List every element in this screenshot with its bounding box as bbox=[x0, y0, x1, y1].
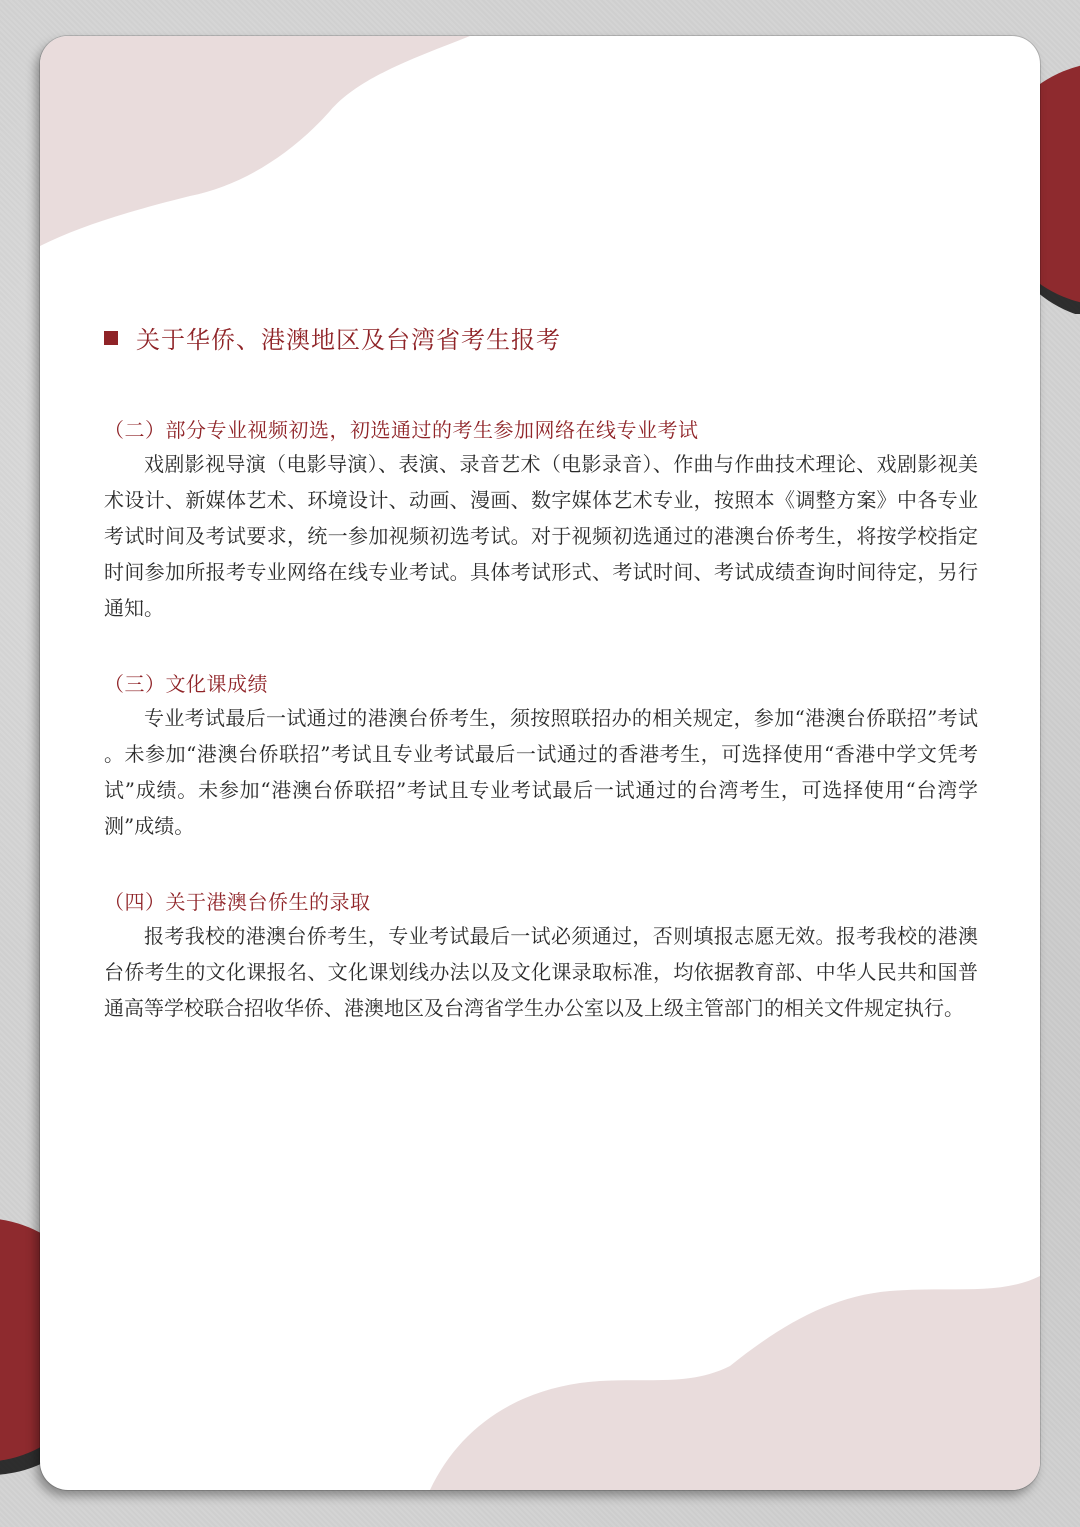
subsection-body-2: 戏剧影视导演（电影导演）、表演、录音艺术（电影录音）、作曲与作曲技术理论、戏剧影视美术设计、新媒体艺术、环境设计、动画、漫画、数字媒体艺术专业，按照本《调整方案》中各专业考试时间及考试要求，统一参加视频初选考试。对于视频初选通过的港澳台侨考生，将按学校指定时间参加所报考专业网络在线专业考试。具体考试形式、考试时间、考试成绩查询时间待定，另行通知。 bbox=[104, 452, 978, 620]
subsection-body-4: 报考我校的港澳台侨考生，专业考试最后一试必须通过，否则填报志愿无效。报考我校的港澳台侨考生的文化课报名、文化课划线办法以及文化课录取标准，均依据教育部、中华人民共和国普通高等学校联合招收华侨、港澳地区及台湾省学生办公室以及上级主管部门的相关文件规定执行。 bbox=[104, 924, 978, 1020]
subsection-body-3: 专业考试最后一试通过的港澳台侨考生，须按照联招办的相关规定，参加“港澳台侨联招”考试 。未参加“港澳台侨联招”考试且专业考试最后一试通过的香港考生，可选择使用“香港中学文凭考试”成绩。未参加“港澳台侨联招”考试且专业考试最后一试通过的台湾考生，可选择使用“台湾学测”成绩。 bbox=[104, 706, 978, 838]
subsection-heading-2: （二）部分专业视频初选，初选通过的考生参加网络在线专业考试 bbox=[104, 418, 699, 442]
subsection-heading-4: （四）关于港澳台侨生的录取 bbox=[104, 890, 371, 914]
section-title bbox=[104, 320, 561, 355]
subsection-heading-3: （三）文化课成绩 bbox=[104, 672, 268, 696]
square-bullet-icon bbox=[104, 331, 118, 345]
document-card bbox=[40, 36, 1040, 1490]
section-title-text: 关于华侨、港澳地区及台湾省考生报考 bbox=[136, 326, 561, 354]
